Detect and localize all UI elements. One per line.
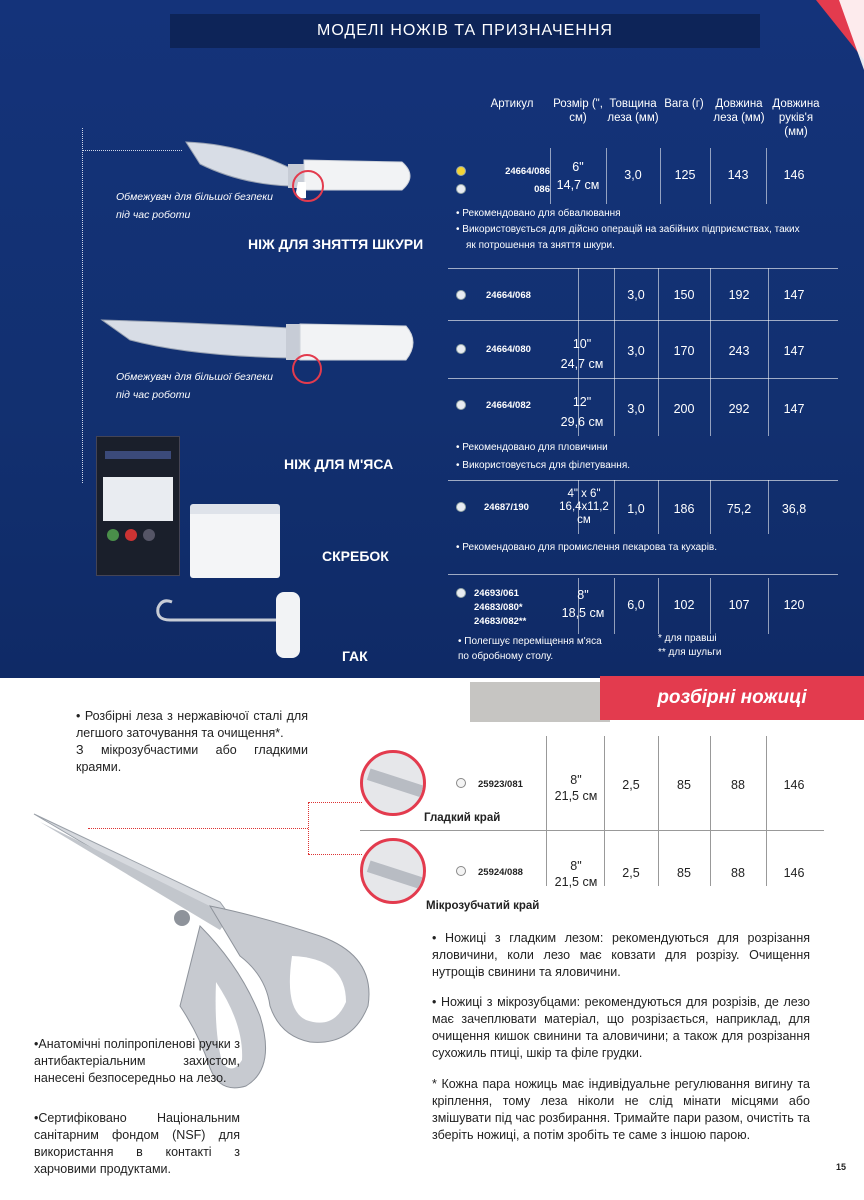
row-divider bbox=[448, 320, 838, 321]
col-divider bbox=[550, 148, 551, 204]
blade-length-cell: 143 bbox=[727, 168, 749, 182]
safety-guard-highlight bbox=[292, 170, 324, 202]
weight-cell: 85 bbox=[677, 778, 691, 792]
weight-cell: 170 bbox=[673, 344, 695, 358]
size-cm: 21,5 см bbox=[554, 789, 598, 803]
thickness-cell: 6,0 bbox=[627, 598, 645, 612]
thickness-cell: 3,0 bbox=[624, 168, 642, 182]
header-size: Розмір (", см) bbox=[553, 98, 603, 124]
caption-line: під час роботи bbox=[116, 389, 191, 401]
header-blade-length: Довжина леза (мм) bbox=[713, 98, 765, 124]
thickness-cell: 2,5 bbox=[622, 866, 640, 880]
connector-line bbox=[88, 828, 308, 829]
row-divider bbox=[360, 830, 824, 831]
size-cell bbox=[554, 586, 612, 622]
row-divider bbox=[448, 574, 838, 575]
row-divider bbox=[448, 378, 838, 379]
connector-line bbox=[308, 802, 309, 854]
serrated-edge-label: Мікрозубчатий край bbox=[426, 900, 540, 912]
color-dot-white bbox=[456, 502, 466, 512]
weight-cell: 150 bbox=[673, 288, 695, 302]
handle-length-cell: 147 bbox=[783, 288, 805, 302]
color-dot-white bbox=[456, 400, 466, 410]
size-cm: 29,6 см bbox=[560, 415, 604, 429]
scissors-banner bbox=[600, 676, 864, 720]
scissors-note-adjustment: * Кожна пара ножиць має індивідуальне регулювання вигину та кріплення, тому леза ніколи не слід мінати місцями або змішувати під час розбирання. Тримайте пари разом, очистіть та зберіть ножиці, а потім зробіть те саме з іншою парою. bbox=[432, 1077, 810, 1142]
handle-length-cell: 146 bbox=[783, 168, 805, 182]
scraper-title: СКРЕБОК bbox=[322, 548, 389, 564]
footnote-line: * для правші bbox=[658, 633, 717, 644]
meat-caption bbox=[116, 368, 273, 404]
size-inches: 8" bbox=[577, 588, 589, 602]
blade-length-cell: 292 bbox=[728, 402, 750, 416]
size-cell bbox=[554, 392, 610, 432]
size-cm: 18,5 см bbox=[561, 606, 605, 620]
skinning-knife-title: НІЖ ДЛЯ ЗНЯТТЯ ШКУРИ bbox=[248, 236, 424, 252]
blade-length-cell: 243 bbox=[728, 344, 750, 358]
blade-length-cell: 88 bbox=[731, 778, 745, 792]
article-number: 24664/082 bbox=[486, 400, 531, 411]
article-number: 24683/080* bbox=[474, 602, 523, 613]
scissors-note-nsf: •Сертифіковано Національним санітарним фондом (NSF) для використання в контакті з харчовими продуктами. bbox=[34, 1111, 240, 1176]
handle-length-cell: 147 bbox=[783, 402, 805, 416]
smooth-edge-label: Гладкий край bbox=[424, 812, 501, 824]
skinning-note: • Використовується для дійсно операцій на забійних підприємствах, таких bbox=[456, 224, 800, 235]
color-dot-white bbox=[456, 290, 466, 300]
article-number: 25924/088 bbox=[478, 867, 523, 878]
scissors-title: розбірні ножиці bbox=[657, 687, 807, 708]
size-cm: 21,5 см bbox=[554, 875, 598, 889]
scissors-intro bbox=[76, 708, 308, 776]
row-divider bbox=[448, 480, 838, 481]
intro-line: З мікрозубчастими або гладкими краями. bbox=[76, 743, 308, 774]
size-cm: 16,4x11,2 bbox=[559, 501, 609, 513]
col-divider bbox=[766, 736, 767, 886]
hook-footnote bbox=[658, 632, 722, 660]
size-inches: 10" bbox=[572, 337, 592, 351]
article-number: 25923/081 bbox=[478, 779, 523, 790]
header-weight: Вага (г) bbox=[664, 98, 704, 110]
title-bar bbox=[170, 14, 760, 48]
skinning-note: • Рекомендовано для обвалювання bbox=[456, 208, 621, 219]
size-cell bbox=[548, 772, 604, 804]
size-cell bbox=[554, 334, 610, 374]
scraper-package-image bbox=[96, 436, 180, 576]
size-inches: 8" bbox=[570, 859, 582, 873]
thickness-cell: 3,0 bbox=[627, 402, 645, 416]
thickness-cell: 3,0 bbox=[627, 344, 645, 358]
row-divider bbox=[448, 268, 838, 269]
connector-line bbox=[308, 854, 362, 855]
article-number: 24664/080 bbox=[486, 344, 531, 355]
blade-length-cell: 107 bbox=[728, 598, 750, 612]
weight-cell: 186 bbox=[673, 502, 695, 516]
handle-length-cell: 147 bbox=[783, 344, 805, 358]
hook-image bbox=[150, 590, 330, 662]
caption-line: Обмежувач для більшої безпеки bbox=[116, 371, 273, 383]
meat-knife-title: НІЖ ДЛЯ М'ЯСА bbox=[284, 456, 394, 472]
article-number: 24687/190 bbox=[484, 502, 529, 513]
size-inches: 4" x 6" bbox=[567, 488, 601, 500]
size-cell bbox=[548, 858, 604, 890]
meat-knife-image bbox=[100, 310, 420, 370]
handle-length-cell: 146 bbox=[783, 778, 805, 792]
article-number: 24664/086 bbox=[505, 166, 550, 177]
hook-note-line: • Полегшує переміщення м'яса bbox=[458, 636, 602, 647]
col-divider bbox=[546, 736, 547, 886]
connector-line bbox=[308, 802, 362, 803]
hook-note-line: по обробному столу. bbox=[458, 651, 554, 662]
color-dot-white bbox=[456, 588, 466, 598]
blade-length-cell: 192 bbox=[728, 288, 750, 302]
hook-note bbox=[458, 634, 602, 664]
weight-cell: 125 bbox=[674, 168, 696, 182]
color-dot-white bbox=[456, 344, 466, 354]
skinning-note: як потрошення та зняття шкури. bbox=[466, 240, 615, 251]
thickness-cell: 3,0 bbox=[627, 288, 645, 302]
smooth-edge-detail-image bbox=[360, 750, 426, 816]
scissors-note-serrated: • Ножиці з мікрозубцами: рекомендуються для розрізів, де лезо має зачеплювати матеріал, що розрізається, наприклад, для очищення кишок свинини та аловичини; а також для розрізання сухожиль птиці, шкір та філе грудки. bbox=[432, 995, 810, 1060]
size-inches: 6" bbox=[572, 160, 584, 174]
scraper-image bbox=[190, 504, 280, 578]
size-inches: 12" bbox=[572, 395, 592, 409]
scraper-note: • Рекомендовано для промислення пекарова та кухарів. bbox=[456, 542, 718, 553]
page-number: 15 bbox=[835, 1162, 846, 1172]
col-divider bbox=[604, 736, 605, 886]
safety-guard-highlight bbox=[292, 354, 322, 384]
caption-line: Обмежувач для більшої безпеки bbox=[116, 191, 273, 203]
serrated-edge-detail-image bbox=[360, 838, 426, 904]
meat-note: • Використовується для філетування. bbox=[456, 460, 631, 471]
color-dot-white bbox=[456, 184, 466, 194]
hook-title: ГАК bbox=[342, 648, 368, 664]
footnote-line: ** для шульги bbox=[658, 647, 722, 658]
header-thickness: Товщина леза (мм) bbox=[607, 98, 659, 124]
skinning-caption bbox=[116, 188, 273, 224]
page-title: МОДЕЛІ НОЖІВ ТА ПРИЗНАЧЕННЯ bbox=[317, 22, 613, 39]
connector-line bbox=[82, 128, 83, 483]
color-dot-white bbox=[456, 866, 466, 876]
color-dot-yellow bbox=[456, 166, 466, 176]
intro-line: • Розбірні леза з нержавіючої сталі для легшого заточування та очищення*. bbox=[76, 709, 308, 740]
size-inches: 8" bbox=[570, 773, 582, 787]
thickness-cell: 1,0 bbox=[627, 502, 645, 516]
scissors-banner-photo bbox=[470, 682, 610, 722]
scissors-note-smooth: • Ножиці з гладким лезом: рекомендуються для розрізання яловичини, коли лезо має ковзати для розрізу. Очищення нутрощів свинини та яловичини. bbox=[432, 931, 810, 979]
size-cm: 14,7 см bbox=[556, 178, 600, 192]
article-number: 24693/061 bbox=[474, 588, 519, 599]
blade-length-cell: 75,2 bbox=[726, 502, 752, 516]
article-number: 086 bbox=[534, 184, 550, 195]
blade-length-cell: 88 bbox=[731, 866, 745, 880]
connector-line bbox=[82, 150, 182, 151]
scissors-note-handles: •Анатомічні поліпропіленові ручки з антибактеріальним захистом, нанесені безпосередньо на лезо. bbox=[34, 1037, 240, 1085]
header-article: Артикул bbox=[490, 98, 534, 110]
size-cell bbox=[552, 158, 604, 194]
handle-length-cell: 36,8 bbox=[781, 502, 807, 516]
col-divider bbox=[658, 736, 659, 886]
header-handle-length: Довжина руків'я (мм) bbox=[772, 98, 820, 138]
thickness-cell: 2,5 bbox=[622, 778, 640, 792]
weight-cell: 102 bbox=[673, 598, 695, 612]
size-cell bbox=[552, 488, 616, 527]
weight-cell: 200 bbox=[673, 402, 695, 416]
article-number: 24683/082** bbox=[474, 616, 527, 627]
meat-note: • Рекомендовано для пловичини bbox=[456, 442, 608, 453]
caption-line: під час роботи bbox=[116, 209, 191, 221]
color-dot-white bbox=[456, 778, 466, 788]
weight-cell: 85 bbox=[677, 866, 691, 880]
size-unit: см bbox=[577, 514, 591, 526]
handle-length-cell: 120 bbox=[783, 598, 805, 612]
size-cm: 24,7 см bbox=[560, 357, 604, 371]
col-divider bbox=[710, 736, 711, 886]
article-number: 24664/068 bbox=[486, 290, 531, 301]
handle-length-cell: 146 bbox=[783, 866, 805, 880]
